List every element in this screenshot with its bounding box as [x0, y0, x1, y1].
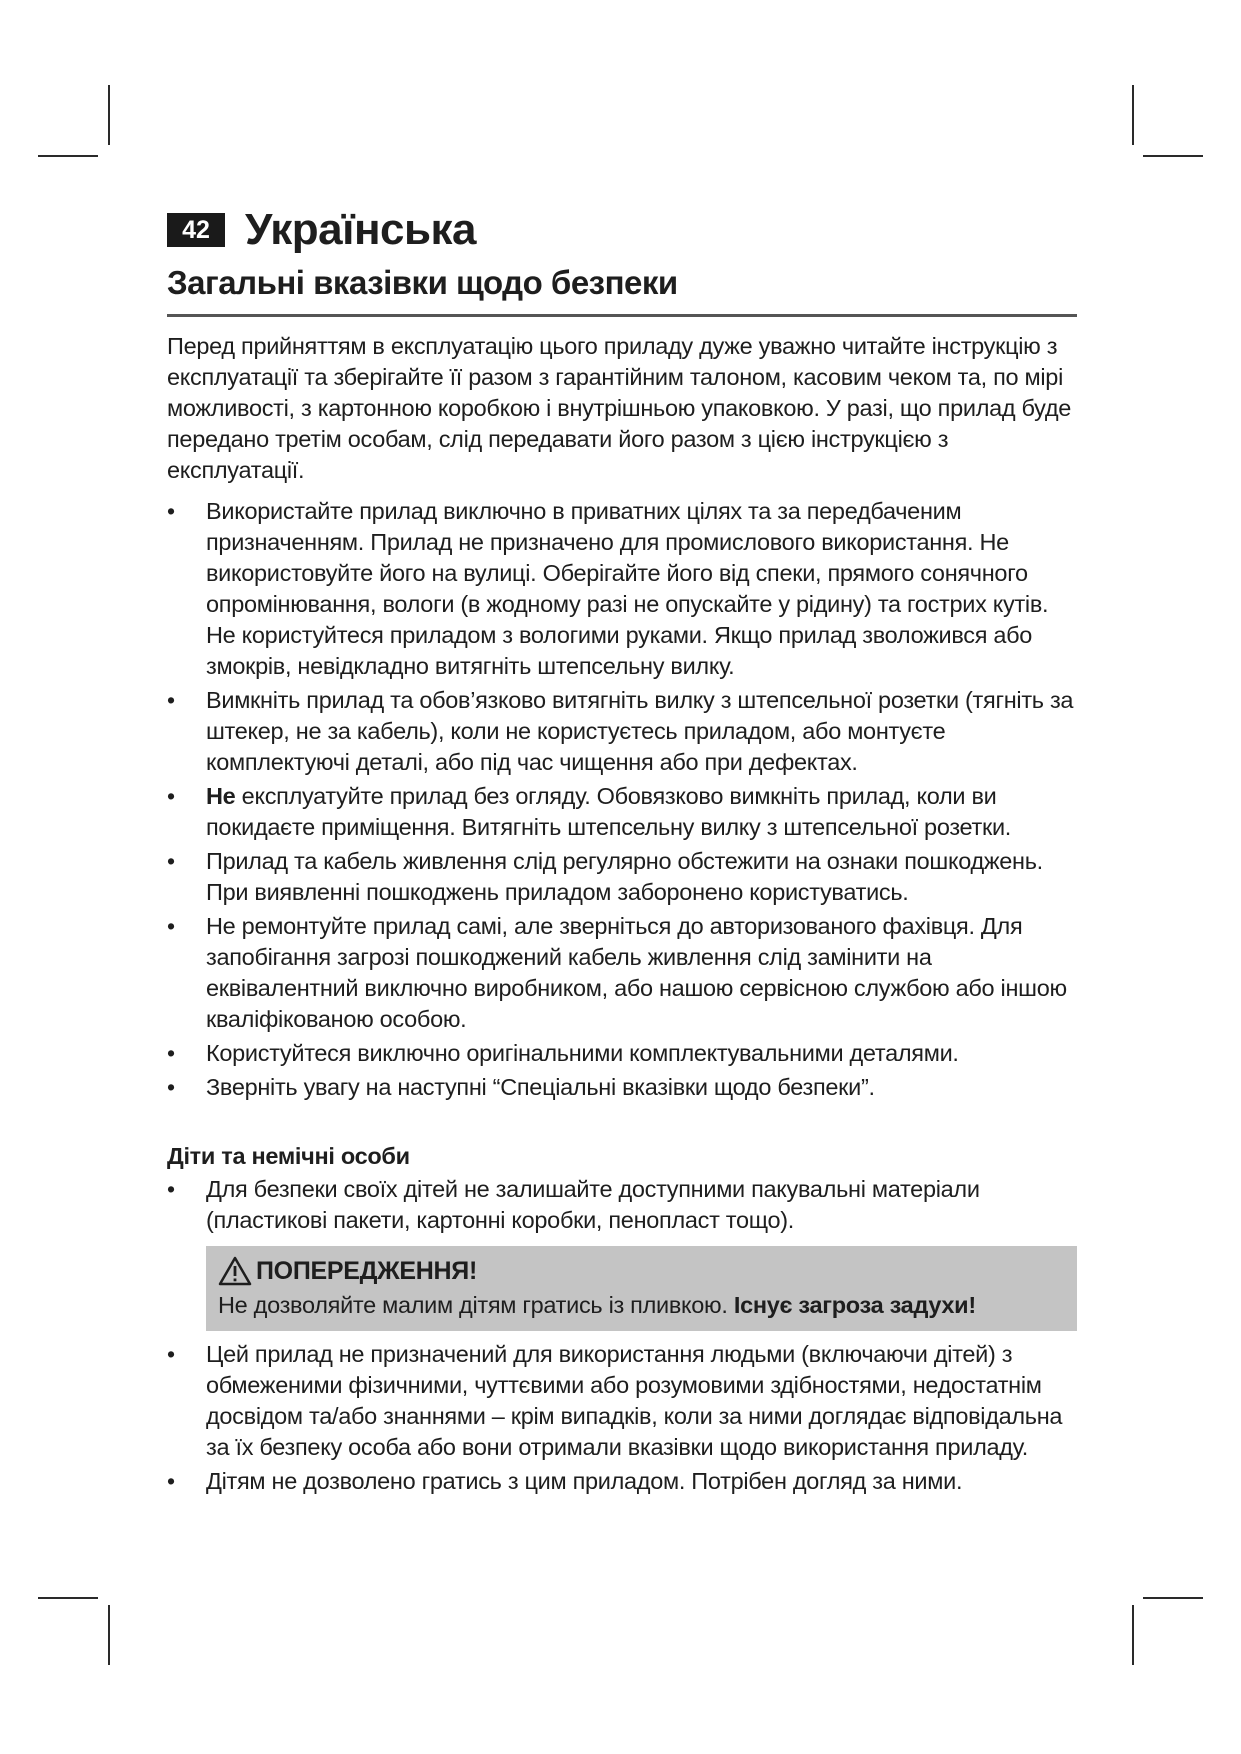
- list-item: • Цей прилад не призначений для використання людьми (включаючи дітей) з обмеженими фізичними, чуттєвими або розумовими здібностями, недостатнім досвідом та/або знаннями – крім випадків, коли за ними доглядає відповідальна за їх безпеку особа або вони отримали вказівки щодо використання приладу.: [167, 1339, 1077, 1463]
- list-item: • Дітям не дозволено гратись з цим приладом. Потрібен догляд за ними.: [167, 1466, 1077, 1497]
- crop-mark: [38, 1597, 98, 1599]
- crop-mark: [108, 85, 110, 145]
- warning-text: [218, 1290, 1065, 1321]
- page-number: 42: [167, 213, 225, 247]
- warning-triangle-icon: [218, 1256, 252, 1286]
- emphasis-text: Не: [206, 783, 236, 809]
- crop-mark: [1143, 1597, 1203, 1599]
- crop-mark: [38, 155, 98, 157]
- list-item: • Прилад та кабель живлення слід регулярно обстежити на ознаки пошкоджень. При виявленні пошкоджень приладом заборонено користуватись.: [167, 846, 1077, 908]
- list-item: [167, 781, 1077, 843]
- children-subtitle: Діти та немічні особи: [167, 1143, 410, 1169]
- crop-mark: [1132, 1605, 1134, 1665]
- warning-title: ПОПЕРЕДЖЕННЯ!: [256, 1256, 477, 1285]
- list-item: • Зверніть увагу на наступні “Спеціальні вказівки щодо безпеки”.: [167, 1072, 1077, 1103]
- page-content: [167, 200, 1077, 1500]
- safety-list: [167, 496, 1077, 1103]
- list-item-text: експлуатуйте прилад без огляду. Обовязково вимкніть прилад, коли ви покидаєте приміщення. Витягніть штепсельну вилку з штепсельної розетки.: [206, 783, 1012, 840]
- warning-emphasis: Існує загроза задухи!: [733, 1292, 976, 1318]
- intro-paragraph: Перед прийняттям в експлуатацію цього приладу дуже уважно читайте інструкцію з експлуатації та зберігайте її разом з гарантійним талоном, касовим чеком та, по мірі можливості, з картонною коробкою і внутрішньою упаковкою. У разі, що прилад буде передано третім особам, слід передавати його разом з цією інструкцією з експлуатації.: [167, 333, 1072, 483]
- crop-mark: [1132, 85, 1134, 145]
- language-title: Українська: [245, 205, 477, 254]
- warning-box: [206, 1246, 1077, 1331]
- list-item: • Вимкніть прилад та обов’язково витягніть вилку з штепсельної розетки (тягніть за штекер, не за кабель), коли не користуєтесь приладом, або монтуєте комплектуючі деталі, або під час чищення або при дефектах.: [167, 685, 1077, 778]
- list-item: • Використайте прилад виключно в приватних цілях та за передбаченим призначенням. Прилад не призначено для промислового використання. Не використовуйте його на вулиці. Оберігайте його від спеки, прямого сонячного опромінювання, вологи (в жодному разі не опускайте у рідину) та гострих кутів. Не користуйтеся приладом з вологими руками. Якщо прилад зволожився або змокрів, невідкладно витягніть штепсельну вилку.: [167, 496, 1077, 682]
- crop-mark: [108, 1605, 110, 1665]
- children-list-continued: [167, 1339, 1077, 1497]
- list-item: • Для безпеки своїх дітей не залишайте доступними пакувальні матеріали (пластикові пакети, картонні коробки, пенопласт тощо).: [167, 1174, 1077, 1236]
- crop-mark: [1143, 155, 1203, 157]
- children-list: [167, 1174, 1077, 1236]
- section-title: Загальні вказівки щодо безпеки: [167, 264, 1077, 317]
- list-item: • Користуйтеся виключно оригінальними комплектувальними деталями.: [167, 1038, 1077, 1069]
- warning-header: [218, 1256, 1065, 1286]
- warning-message: Не дозволяйте малим дітям гратись із пливкою.: [218, 1292, 734, 1318]
- language-header: [167, 200, 1077, 260]
- list-item: • Не ремонтуйте прилад самі, але зверніться до авторизованого фахівця. Для запобігання загрозі пошкоджений кабель живлення слід замінити на еквівалентний виключно виробником, або нашою сервісною службою або іншою кваліфікованою особою.: [167, 911, 1077, 1035]
